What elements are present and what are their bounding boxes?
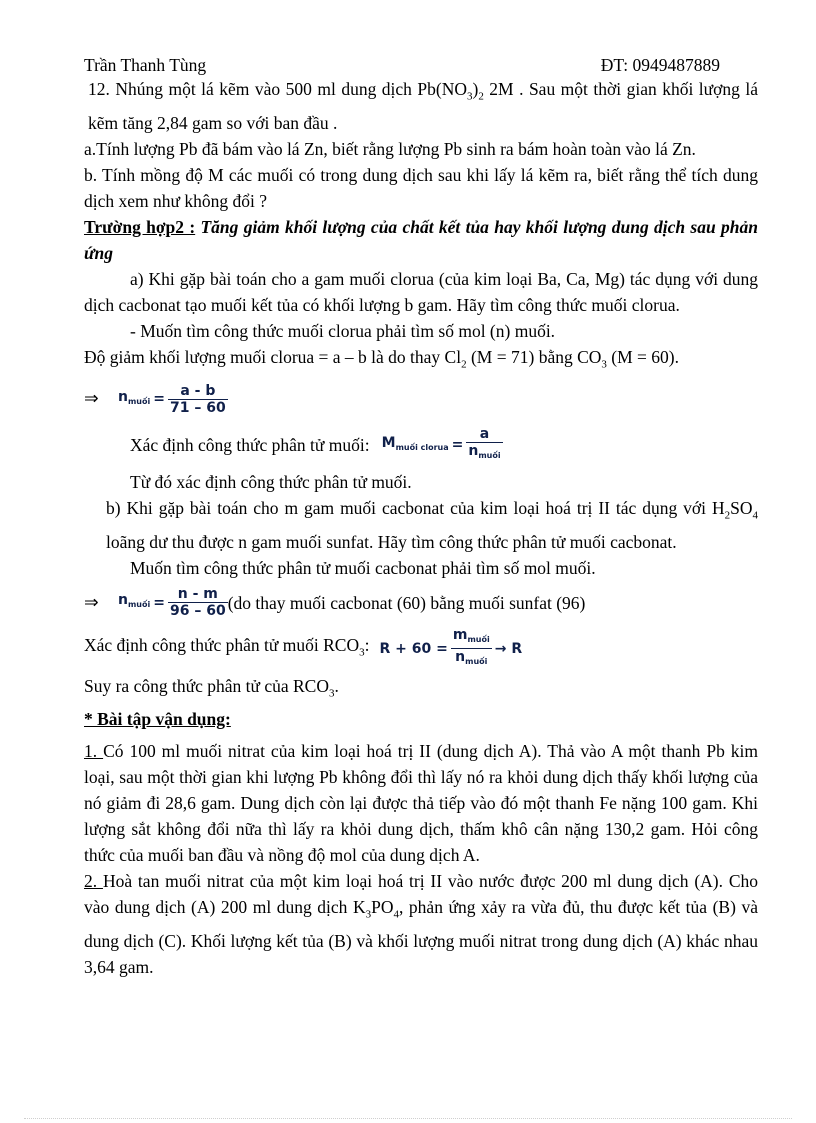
subscript: 3 — [601, 358, 607, 370]
fraction — [451, 627, 492, 670]
exercises-heading: * Bài tập vận dụng: — [84, 709, 231, 729]
fraction-denominator — [451, 649, 492, 670]
m-label: M — [381, 434, 396, 451]
fraction — [168, 586, 228, 619]
fraction-numerator: a - b — [168, 383, 228, 400]
fraction — [466, 426, 502, 464]
exercise-1 — [84, 738, 758, 868]
n-label: n — [118, 388, 128, 405]
case-2-heading — [84, 214, 758, 266]
subscript: 3 — [359, 646, 365, 659]
text: Suy ra công thức phân tử của RCO — [84, 675, 329, 696]
n-label: n — [118, 592, 128, 608]
text: Xác định công thức phân tử muối RCO — [84, 634, 360, 655]
part-a-step: - Muốn tìm công thức muối clorua phải tìm số mol (n) muối. — [130, 320, 556, 341]
text: (M = 60). — [606, 346, 679, 367]
n-subscript: muối — [127, 396, 151, 406]
part-a-mass-loss — [84, 344, 758, 378]
problem-12 — [84, 76, 758, 136]
fraction-denominator — [466, 443, 502, 464]
case-2-title: Tăng giảm khối lượng của chất kết tủa hay khối lượng dung dịch sau phản ứng — [84, 216, 758, 263]
part-b-step: Muốn tìm công thức phân tử muối cacbonat phải tìm số mol muối. — [130, 557, 596, 578]
text: b) Khi gặp bài toán cho m gam muối cacbonat của kim loại hoá trị II tác dụng với H — [106, 498, 725, 518]
fraction-denominator: 96 – 60 — [169, 603, 226, 619]
author-name: Trần Thanh Tùng — [84, 55, 207, 75]
part-a-conclusion: Từ đó xác định công thức phân tử muối. — [130, 472, 412, 492]
n-subscript: muối — [127, 600, 151, 609]
fraction-numerator — [451, 627, 492, 649]
formula-r — [84, 625, 758, 673]
exercise-2-number: 2. — [84, 871, 103, 891]
text: SO — [730, 498, 753, 518]
subscript: 2 — [478, 90, 484, 103]
exercise-1-text: Có 100 ml muối nitrat của kim loại hoá trị II (dung dịch A). Thả vào A một thanh Pb kim loại, sau một thời gian khi lượng Pb không đổi thì lấy nó ra khỏi dung dịch thấy khối lượng của nó giảm đi 28,6 gam. Dung dịch còn lại được thả tiếp vào đó một thanh Fe nặng 100 gam. Khi lượng sắt không đổi nữa thì lấy ra khỏi dung dịch, thấm khô cân nặng 130,2 gam. Hỏi công thức của muối ban đầu và nồng độ mol của dung dịch A. — [84, 741, 758, 865]
den-subscript: muối — [465, 657, 488, 666]
exercise-2 — [84, 868, 758, 980]
colon: : — [364, 634, 370, 655]
subscript: 3 — [328, 687, 335, 699]
text: loãng dư thu được n gam muối sunfat. Hãy tìm công thức phân tử muối cacbonat. — [106, 531, 677, 552]
den-label: n — [468, 443, 479, 459]
part-b-conclusion — [84, 673, 758, 707]
equals-sign: = — [451, 437, 464, 453]
equals-sign: = — [153, 391, 165, 407]
exercise-2-text: Hoà tan muối nitrat của một kim loại hoá trị II vào nước được 200 ml dung dịch (A). Cho vào dung dịch (A) 200 ml dung dịch K — [84, 871, 758, 917]
den-subscript: muối — [478, 451, 501, 460]
paren: ) — [472, 79, 479, 99]
formula-variable-n — [118, 384, 150, 415]
fraction-numerator: n - m — [168, 586, 228, 603]
subscript: 2 — [461, 358, 467, 370]
case-2-label: Trường hợp2 : — [84, 216, 196, 237]
subscript: 2 — [724, 509, 731, 522]
r-expression: R + 60 = — [379, 640, 448, 657]
subscript: 4 — [752, 509, 758, 522]
r-result: → R — [494, 640, 523, 657]
den-label: n — [455, 649, 466, 665]
num-subscript: muối — [467, 635, 490, 644]
num-label: m — [452, 627, 468, 643]
m-subscript: muối clorua — [395, 442, 449, 452]
page-bottom-divider — [24, 1118, 792, 1119]
exercise-1-number: 1. — [84, 741, 104, 761]
implies-arrow: ⇒ — [84, 389, 99, 409]
fraction-denominator: 71 – 60 — [169, 399, 226, 416]
equals-sign: = — [153, 594, 165, 611]
fraction — [168, 383, 228, 416]
phone-number: ĐT: 0949487889 — [600, 55, 720, 75]
formula-n-carbonate — [84, 581, 758, 625]
subscript: 3 — [467, 90, 473, 103]
formula-variable-m — [382, 430, 449, 461]
problem-12-part-b: b. Tính mồng độ M các muối có trong dung dịch sau khi lấy lá kẽm ra, biết rằng thể tích dung dịch xem như không đổi ? — [84, 164, 758, 211]
text: . — [334, 675, 339, 696]
document-page — [84, 52, 758, 980]
text: PO — [371, 897, 394, 917]
problem-12-part-a: a.Tính lượng Pb đã bám vào lá Zn, biết rằng lượng Pb sinh ra bám hoàn toàn vào lá Zn. — [84, 138, 696, 159]
part-b-intro — [84, 495, 758, 555]
text: (M = 71) bằng CO — [466, 346, 602, 367]
subscript: 3 — [365, 908, 372, 921]
formula-caption: Xác định công thức phân tử muối: — [130, 435, 370, 455]
exercise-2-text-cont: , phản ứng xảy ra vừa đủ, thu được kết tủa (B) và dung dịch (C). Khối lượng kết tủa (B) và khối lượng muối nitrat trong dung dịch (A) khác nhau 3,64 gam. — [84, 897, 758, 977]
problem-12-text-cont: 2M . Sau một thời gian khối lượng lá kẽm tăng 2,84 gam so với ban đầu . — [88, 79, 758, 133]
formula-n-chloride — [84, 377, 758, 421]
fraction-numerator: a — [466, 426, 502, 443]
problem-12-text: 12. Nhúng một lá kẽm vào 500 ml dung dịch Pb(NO — [88, 79, 467, 99]
implies-arrow: ⇒ — [84, 592, 99, 613]
formula-variable-n — [118, 587, 150, 618]
part-a-intro: a) Khi gặp bài toán cho a gam muối clorua (của kim loại Ba, Ca, Mg) tác dụng với dung dịch cacbonat tạo muối kết tủa có khối lượng b gam. Hãy tìm công thức muối clorua. — [84, 268, 758, 315]
text: Độ giảm khối lượng muối clorua = a – b là do thay Cl — [84, 346, 462, 367]
formula-m-chloride — [84, 421, 758, 469]
formula-caption — [84, 632, 370, 666]
page-header — [84, 52, 758, 76]
formula-note: (do thay muối cacbonat (60) bằng muối sunfat (96) — [227, 592, 586, 613]
subscript: 4 — [393, 908, 399, 921]
